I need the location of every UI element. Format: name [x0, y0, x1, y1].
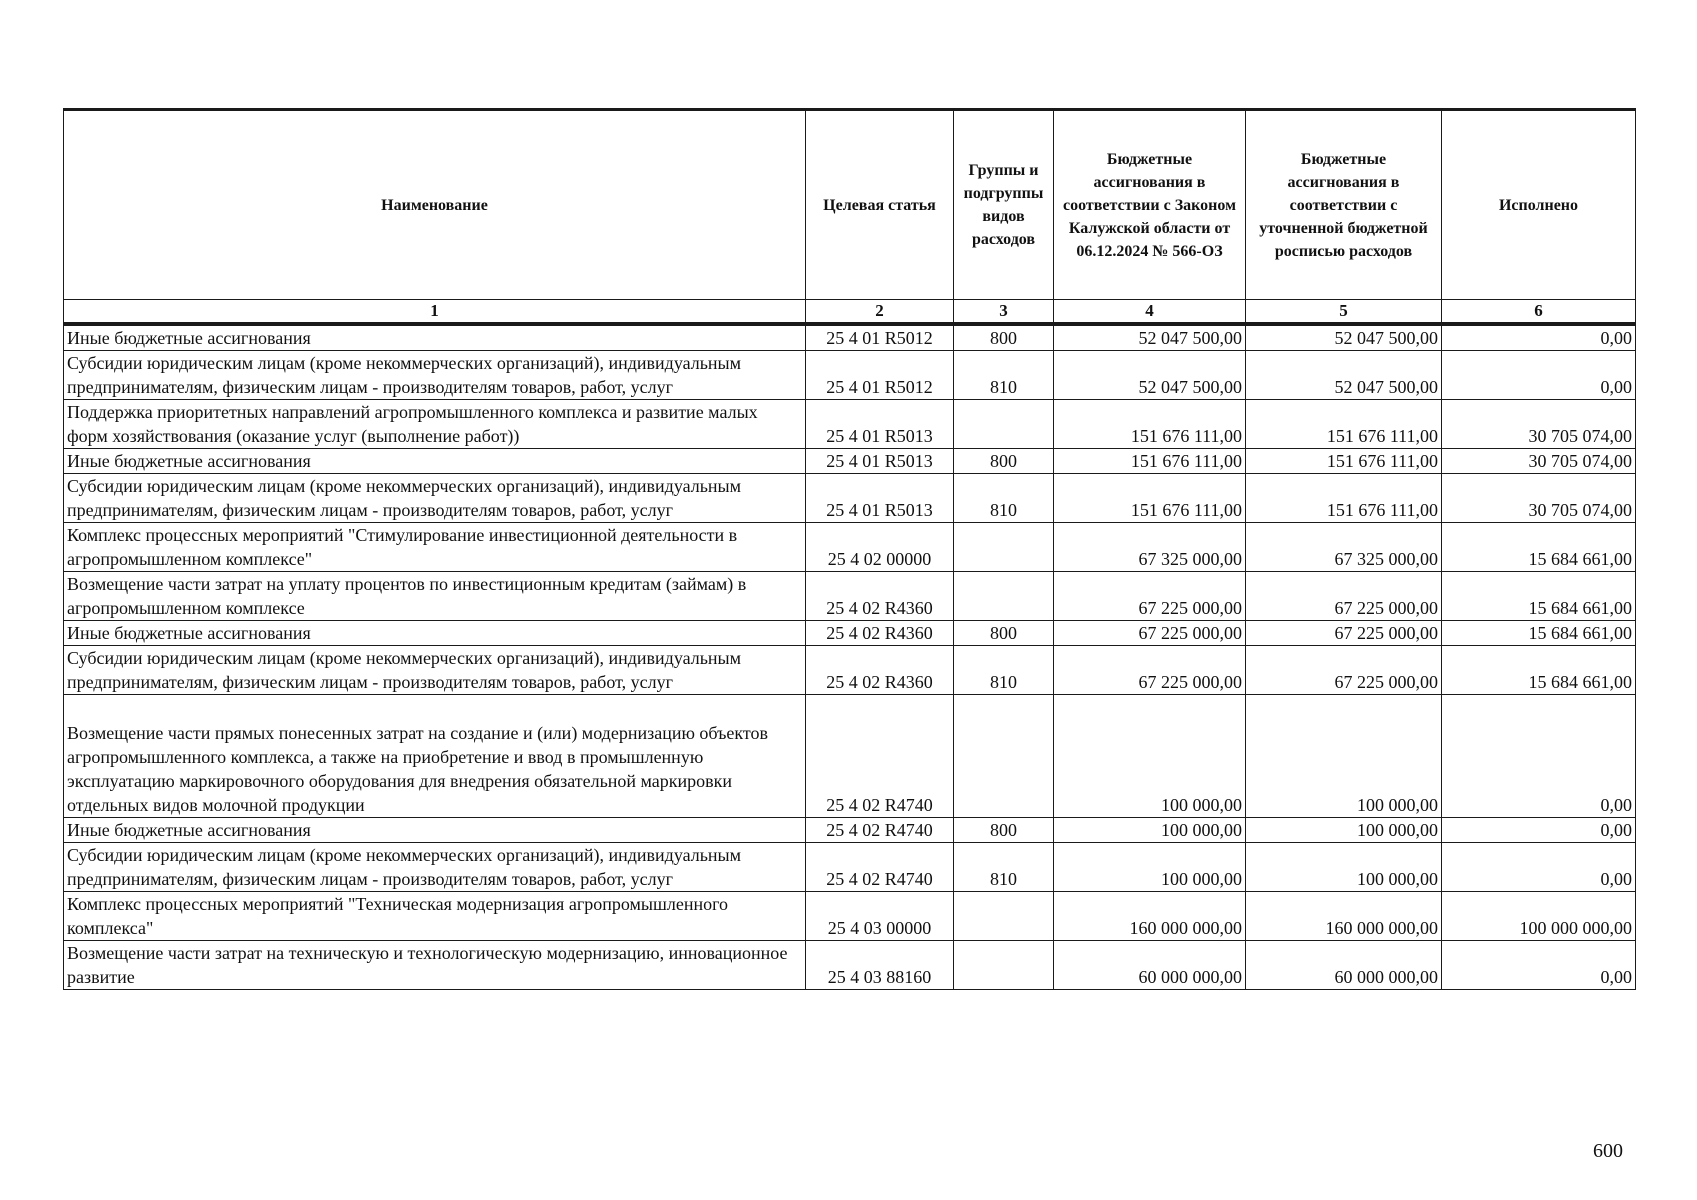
row-target-article: 25 4 03 88160 — [806, 941, 954, 990]
row-refined-amount: 52 047 500,00 — [1246, 324, 1442, 351]
row-expense-group: 810 — [954, 646, 1054, 695]
row-target-article: 25 4 01 R5013 — [806, 400, 954, 449]
column-number: 1 — [64, 300, 806, 325]
table-row — [64, 695, 1636, 818]
header-name: Наименование — [64, 110, 806, 300]
row-executed-amount: 100 000 000,00 — [1442, 892, 1636, 941]
row-executed-amount: 30 705 074,00 — [1442, 400, 1636, 449]
row-target-article: 25 4 01 R5012 — [806, 324, 954, 351]
row-expense-group — [954, 523, 1054, 572]
row-target-article: 25 4 02 R4360 — [806, 621, 954, 646]
row-target-article: 25 4 01 R5013 — [806, 449, 954, 474]
column-number: 4 — [1054, 300, 1246, 325]
row-target-article: 25 4 02 R4360 — [806, 572, 954, 621]
row-executed-amount: 0,00 — [1442, 818, 1636, 843]
row-expense-group: 800 — [954, 324, 1054, 351]
row-refined-amount: 100 000,00 — [1246, 695, 1442, 818]
header-row — [64, 110, 1636, 300]
row-name: Субсидии юридическим лицам (кроме некоммерческих организаций), индивидуальным предпринимателям, физическим лицам - производителям товаров, работ, услуг — [64, 843, 806, 892]
row-name: Иные бюджетные ассигнования — [64, 324, 806, 351]
column-number: 3 — [954, 300, 1054, 325]
row-law-amount: 52 047 500,00 — [1054, 351, 1246, 400]
header-law-allocations: Бюджетные ассигнования в соответствии с Законом Калужской области от 06.12.2024 № 566-ОЗ — [1054, 110, 1246, 300]
table-row — [64, 324, 1636, 351]
row-refined-amount: 151 676 111,00 — [1246, 474, 1442, 523]
column-number: 5 — [1246, 300, 1442, 325]
row-refined-amount: 151 676 111,00 — [1246, 400, 1442, 449]
row-law-amount: 151 676 111,00 — [1054, 474, 1246, 523]
row-executed-amount: 30 705 074,00 — [1442, 474, 1636, 523]
row-refined-amount: 67 225 000,00 — [1246, 572, 1442, 621]
row-law-amount: 100 000,00 — [1054, 818, 1246, 843]
row-target-article: 25 4 01 R5012 — [806, 351, 954, 400]
row-refined-amount: 100 000,00 — [1246, 843, 1442, 892]
column-number-row — [64, 300, 1636, 325]
row-refined-amount: 67 325 000,00 — [1246, 523, 1442, 572]
row-name: Субсидии юридическим лицам (кроме некоммерческих организаций), индивидуальным предпринимателям, физическим лицам - производителям товаров, работ, услуг — [64, 474, 806, 523]
row-name: Субсидии юридическим лицам (кроме некоммерческих организаций), индивидуальным предпринимателям, физическим лицам - производителям товаров, работ, услуг — [64, 351, 806, 400]
row-expense-group — [954, 941, 1054, 990]
row-refined-amount: 151 676 111,00 — [1246, 449, 1442, 474]
table-row — [64, 474, 1636, 523]
header-target-article: Целевая статья — [806, 110, 954, 300]
row-name: Иные бюджетные ассигнования — [64, 449, 806, 474]
row-law-amount: 151 676 111,00 — [1054, 400, 1246, 449]
row-name: Иные бюджетные ассигнования — [64, 621, 806, 646]
header-executed: Исполнено — [1442, 110, 1636, 300]
column-number: 2 — [806, 300, 954, 325]
table-row — [64, 941, 1636, 990]
row-expense-group: 800 — [954, 621, 1054, 646]
row-executed-amount: 30 705 074,00 — [1442, 449, 1636, 474]
row-target-article: 25 4 02 R4360 — [806, 646, 954, 695]
row-executed-amount: 0,00 — [1442, 843, 1636, 892]
header-refined-allocations: Бюджетные ассигнования в соответствии с уточненной бюджетной росписью расходов — [1246, 110, 1442, 300]
table-row — [64, 646, 1636, 695]
row-name: Субсидии юридическим лицам (кроме некоммерческих организаций), индивидуальным предпринимателям, физическим лицам - производителям товаров, работ, услуг — [64, 646, 806, 695]
row-refined-amount: 52 047 500,00 — [1246, 351, 1442, 400]
row-target-article: 25 4 02 00000 — [806, 523, 954, 572]
row-refined-amount: 67 225 000,00 — [1246, 646, 1442, 695]
row-law-amount: 67 225 000,00 — [1054, 621, 1246, 646]
row-expense-group — [954, 695, 1054, 818]
row-law-amount: 100 000,00 — [1054, 695, 1246, 818]
table-row — [64, 621, 1636, 646]
row-name: Комплекс процессных мероприятий "Техническая модернизация агропромышленного комплекса" — [64, 892, 806, 941]
table-row — [64, 449, 1636, 474]
row-target-article: 25 4 01 R5013 — [806, 474, 954, 523]
row-law-amount: 67 225 000,00 — [1054, 646, 1246, 695]
table-row — [64, 818, 1636, 843]
row-law-amount: 160 000 000,00 — [1054, 892, 1246, 941]
row-name: Иные бюджетные ассигнования — [64, 818, 806, 843]
row-target-article: 25 4 02 R4740 — [806, 695, 954, 818]
table-row — [64, 400, 1636, 449]
row-target-article: 25 4 02 R4740 — [806, 843, 954, 892]
row-executed-amount: 0,00 — [1442, 941, 1636, 990]
row-expense-group: 810 — [954, 474, 1054, 523]
row-name: Возмещение части прямых понесенных затрат на создание и (или) модернизацию объектов агропромышленного комплекса, а также на приобретение и ввод в промышленную эксплуатацию маркировочного оборудования для внедрения обязательной маркировки отдельных видов молочной продукции — [64, 695, 806, 818]
row-executed-amount: 15 684 661,00 — [1442, 523, 1636, 572]
row-expense-group — [954, 400, 1054, 449]
row-executed-amount: 0,00 — [1442, 695, 1636, 818]
row-executed-amount: 15 684 661,00 — [1442, 621, 1636, 646]
row-law-amount: 67 325 000,00 — [1054, 523, 1246, 572]
budget-table — [63, 108, 1636, 990]
row-law-amount: 52 047 500,00 — [1054, 324, 1246, 351]
row-executed-amount: 0,00 — [1442, 351, 1636, 400]
row-law-amount: 67 225 000,00 — [1054, 572, 1246, 621]
row-target-article: 25 4 02 R4740 — [806, 818, 954, 843]
table-row — [64, 351, 1636, 400]
page-number: 600 — [1593, 1140, 1623, 1162]
row-name: Комплекс процессных мероприятий "Стимулирование инвестиционной деятельности в агропромышленном комплексе" — [64, 523, 806, 572]
row-expense-group — [954, 892, 1054, 941]
row-expense-group: 810 — [954, 843, 1054, 892]
row-expense-group: 810 — [954, 351, 1054, 400]
row-law-amount: 151 676 111,00 — [1054, 449, 1246, 474]
table-row — [64, 523, 1636, 572]
column-number: 6 — [1442, 300, 1636, 325]
row-refined-amount: 160 000 000,00 — [1246, 892, 1442, 941]
row-refined-amount: 60 000 000,00 — [1246, 941, 1442, 990]
header-expense-groups: Группы и подгруппы видов расходов — [954, 110, 1054, 300]
row-refined-amount: 67 225 000,00 — [1246, 621, 1442, 646]
row-expense-group: 800 — [954, 818, 1054, 843]
row-law-amount: 100 000,00 — [1054, 843, 1246, 892]
row-target-article: 25 4 03 00000 — [806, 892, 954, 941]
row-executed-amount: 15 684 661,00 — [1442, 646, 1636, 695]
row-name: Поддержка приоритетных направлений агропромышленного комплекса и развитие малых форм хозяйствования (оказание услуг (выполнение работ)) — [64, 400, 806, 449]
row-name: Возмещение части затрат на техническую и технологическую модернизацию, инновационное развитие — [64, 941, 806, 990]
row-expense-group: 800 — [954, 449, 1054, 474]
row-name: Возмещение части затрат на уплату процентов по инвестиционным кредитам (займам) в агропромышленном комплексе — [64, 572, 806, 621]
table-row — [64, 572, 1636, 621]
table-row — [64, 892, 1636, 941]
table-row — [64, 843, 1636, 892]
row-executed-amount: 15 684 661,00 — [1442, 572, 1636, 621]
row-expense-group — [954, 572, 1054, 621]
row-executed-amount: 0,00 — [1442, 324, 1636, 351]
row-law-amount: 60 000 000,00 — [1054, 941, 1246, 990]
row-refined-amount: 100 000,00 — [1246, 818, 1442, 843]
